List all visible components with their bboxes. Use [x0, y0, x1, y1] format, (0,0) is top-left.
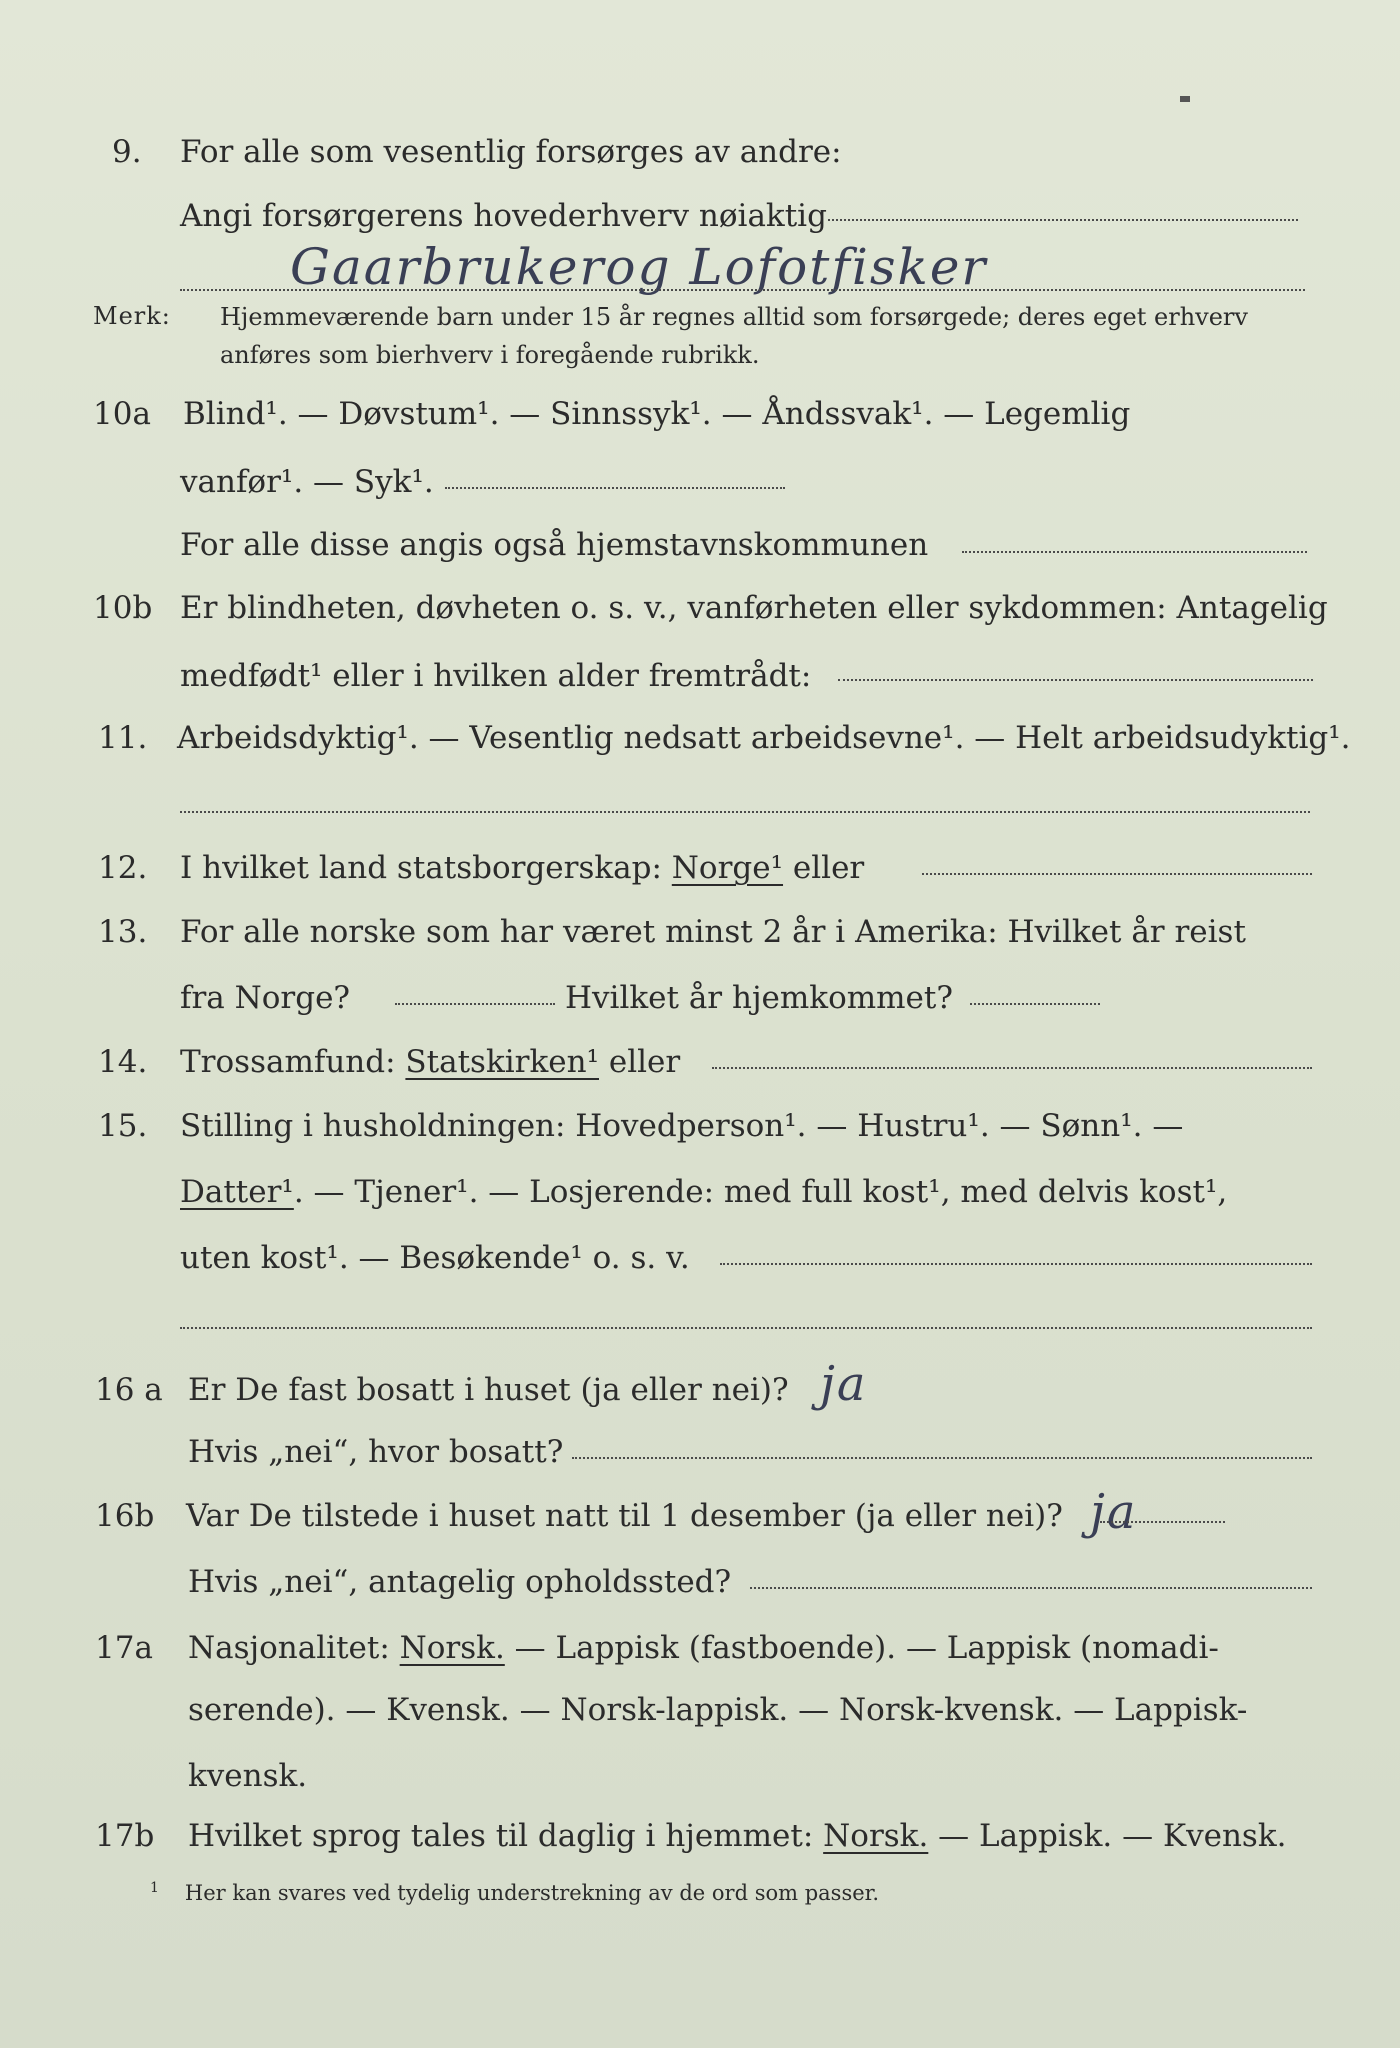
q13-line1: For alle norske som har været minst 2 år i Amerika: Hvilket år reist	[180, 914, 1246, 950]
q9-handwritten-answer: Gaarbrukerog Lofotfisker	[290, 238, 988, 296]
q12-prefix: I hvilket land statsborgerskap:	[180, 850, 662, 886]
q10b-line1: Er blindheten, døvheten o. s. v., vanførheten eller sykdommen: Antagelig	[180, 590, 1328, 626]
q17b-suffix: — Lappisk. — Kvensk.	[938, 1818, 1287, 1854]
q9-number: 9.	[112, 134, 142, 170]
q12-underlined-answer: Norge¹	[671, 850, 784, 886]
q11-answer-dots	[180, 810, 1310, 813]
q16b-handwritten-answer: ja	[1090, 1484, 1138, 1540]
footnote	[150, 1880, 879, 1905]
ink-mark	[1180, 96, 1190, 102]
q17a-line2: serende). — Kvensk. — Norsk-lappisk. — Norsk-kvensk. — Lappisk-	[188, 1692, 1248, 1728]
q16a-line2-dots	[572, 1456, 1312, 1459]
q12-number: 12.	[98, 850, 148, 886]
q12-dots	[922, 872, 1312, 875]
merk-label: Merk:	[93, 302, 171, 330]
q13-line2a-dots	[395, 1002, 555, 1005]
q16b-line2-dots	[750, 1586, 1312, 1589]
footnote-mark: 1	[150, 1880, 159, 1896]
q15-line1: Stilling i husholdningen: Hovedperson¹. — Hustru¹. — Sønn¹. —	[180, 1108, 1184, 1144]
q14-line	[180, 1042, 680, 1082]
q17a-line1-rest: — Lappisk (fastboende). — Lappisk (nomadi-	[514, 1630, 1219, 1666]
q10b-number: 10b	[93, 590, 153, 626]
q15-answer-dots	[180, 1326, 1312, 1329]
q15-underlined-answer: Datter¹	[180, 1174, 294, 1210]
q13-number: 13.	[98, 914, 148, 950]
q16a-line2: Hvis „nei“, hvor bosatt?	[188, 1434, 564, 1470]
q9-line2-dots	[828, 218, 1298, 221]
merk-text: Hjemmeværende barn under 15 år regnes alltid som forsørgede; deres eget erhverv anføres som bierhverv i foregående rubrikk.	[220, 303, 1248, 369]
q16b-line1-dots	[1100, 1520, 1225, 1523]
q10a-number: 10a	[93, 396, 151, 432]
q12-line	[180, 848, 864, 888]
q13-line2b: Hvilket år hjemkommet?	[565, 980, 953, 1016]
q16a-number: 16 a	[95, 1372, 163, 1408]
q14-dots	[712, 1066, 1312, 1069]
q16b-number: 16b	[95, 1498, 155, 1534]
q17a-prefix: Nasjonalitet:	[188, 1630, 390, 1666]
q10b-line2-dots	[838, 678, 1313, 681]
q14-number: 14.	[98, 1044, 148, 1080]
q10a-line3-dots	[962, 550, 1307, 553]
q17b-underlined-answer: Norsk.	[823, 1818, 929, 1854]
q13-line2a: fra Norge?	[180, 980, 351, 1016]
q12-suffix: eller	[792, 850, 865, 886]
q17a-number: 17a	[95, 1630, 153, 1666]
q14-suffix: eller	[608, 1044, 681, 1080]
q10a-line2-dots	[445, 486, 785, 489]
q10a-line2: vanfør¹. — Syk¹.	[180, 464, 434, 500]
q15-line3-dots	[720, 1262, 1312, 1265]
q9-answer-dots	[180, 288, 1305, 291]
q16a-line1: Er De fast bosatt i huset (ja eller nei)?	[188, 1372, 789, 1408]
q17a-line1	[188, 1628, 1219, 1668]
q9-line2: Angi forsørgerens hovederhverv nøiaktig	[180, 198, 827, 234]
q17a-line3: kvensk.	[188, 1758, 308, 1794]
footnote-text: Her kan svares ved tydelig understrekning av de ord som passer.	[184, 1881, 880, 1905]
q9-line1: For alle som vesentlig forsørges av andre:	[180, 134, 842, 170]
q16b-line2: Hvis „nei“, antagelig opholdssted?	[188, 1564, 732, 1600]
q17b-line	[188, 1816, 1286, 1856]
q15-line2	[180, 1172, 1227, 1212]
q14-underlined-answer: Statskirken¹	[405, 1044, 599, 1080]
q10a-line3: For alle disse angis også hjemstavnskommunen	[180, 527, 929, 563]
q17a-underlined-answer: Norsk.	[399, 1630, 505, 1666]
q10b-line2: medfødt¹ eller i hvilken alder fremtrådt:	[180, 658, 812, 694]
q16a-handwritten-answer: ja	[820, 1356, 868, 1412]
q15-line3: uten kost¹. — Besøkende¹ o. s. v.	[180, 1240, 690, 1276]
q11-line1: Arbeidsdyktig¹. — Vesentlig nedsatt arbeidsevne¹. — Helt arbeidsudyktig¹.	[177, 720, 1351, 756]
q10a-line1: Blind¹. — Døvstum¹. — Sinnssyk¹. — Åndssvak¹. — Legemlig	[183, 396, 1131, 432]
q15-line2-rest: . — Tjener¹. — Losjerende: med full kost¹, med delvis kost¹,	[293, 1174, 1228, 1210]
q11-number: 11.	[98, 720, 148, 756]
q17b-number: 17b	[95, 1818, 155, 1854]
q15-number: 15.	[98, 1108, 148, 1144]
q17b-prefix: Hvilket sprog tales til daglig i hjemmet:	[188, 1818, 814, 1854]
q16b-line1: Var De tilstede i huset natt til 1 desember (ja eller nei)?	[186, 1498, 1063, 1534]
q14-prefix: Trossamfund:	[180, 1044, 396, 1080]
q13-line2b-dots	[970, 1002, 1100, 1005]
